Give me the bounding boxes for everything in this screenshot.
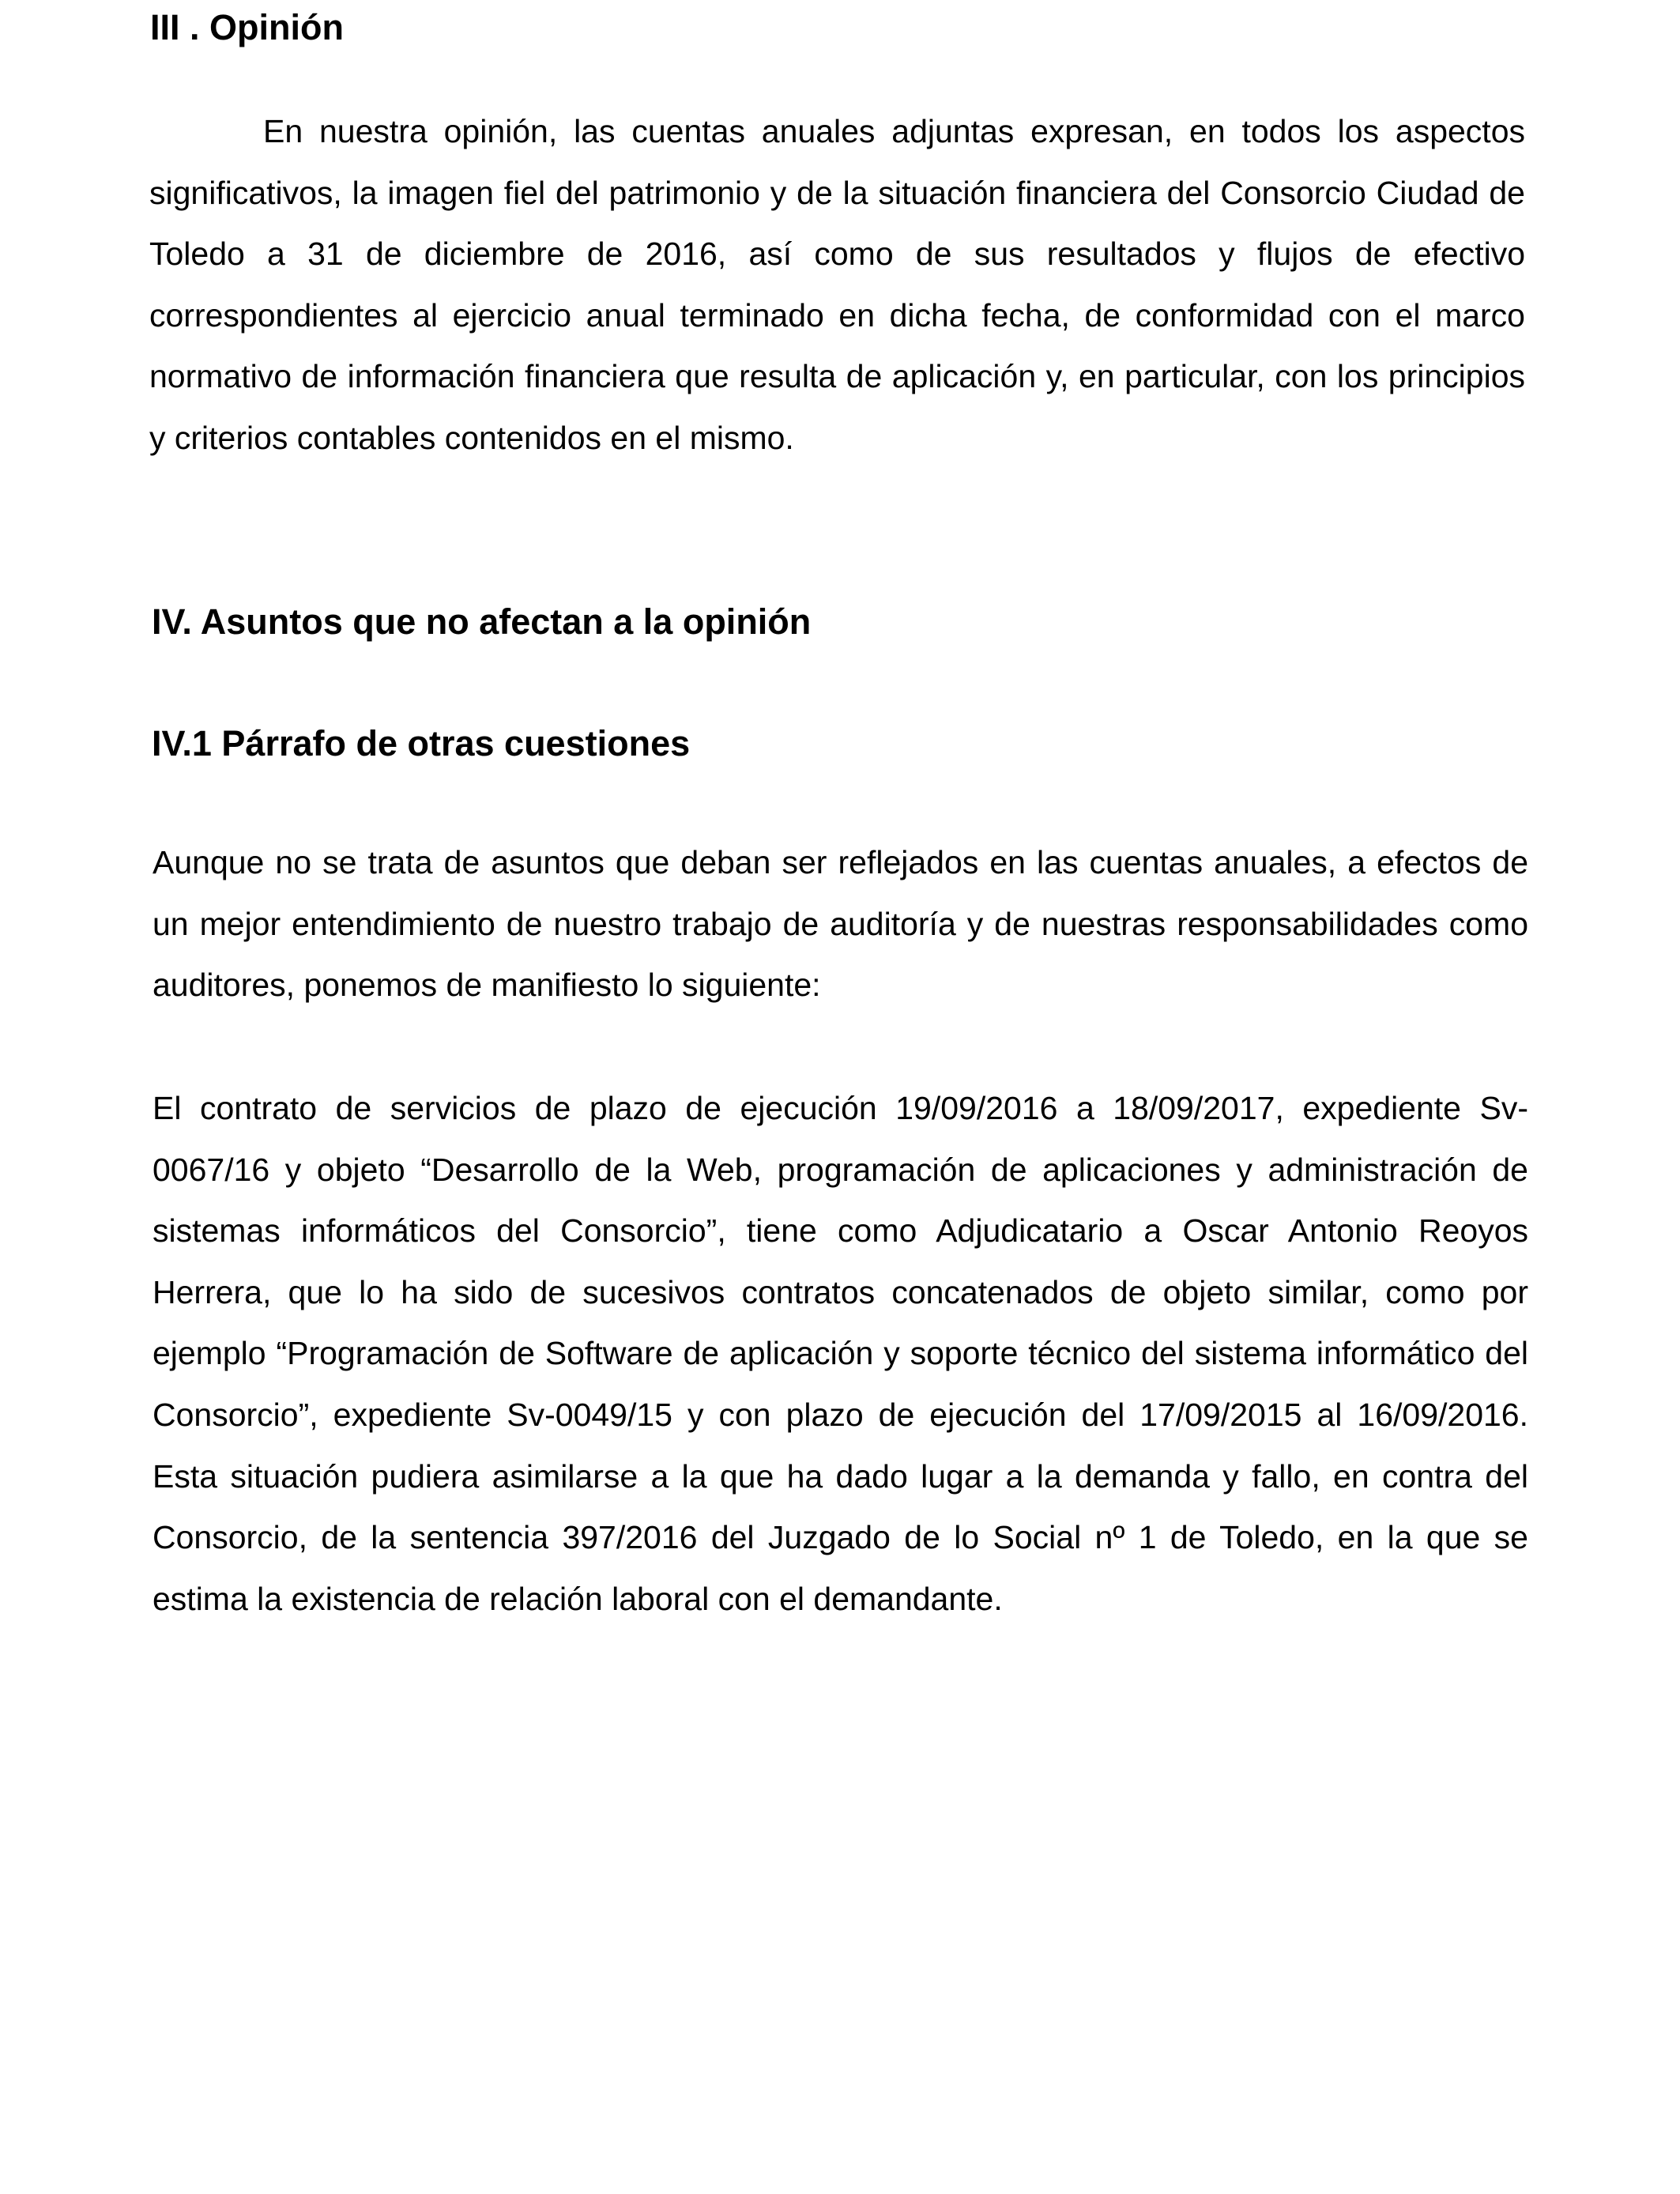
paragraph-contrato: El contrato de servicios de plazo de ejecución 19/09/2016 a 18/09/2017, expediente Sv-0067/16 y objeto “Desarrollo de la Web, programación de aplicaciones y administración de sistemas informáticos del Consorcio”, tiene como Adjudicatario a Oscar Antonio Reoyos Herrera, que lo ha sido de sucesivos contratos concatenados de objeto similar, como por ejemplo “Programación de Software de aplicación y soporte técnico del sistema informático del Consorcio”, expediente Sv-0049/15 y con plazo de ejecución del 17/09/2015 al 16/09/2016. Esta situación pudiera asimilarse a la que ha dado lugar a la demanda y fallo, en contra del Consorcio, de la sentencia 397/2016 del Juzgado de lo Social nº 1 de Toledo, en la que se estima la existencia de relación laboral con el demandante.	[153, 1090, 1528, 1617]
paragraph-opinion: En nuestra opinión, las cuentas anuales adjuntas expresan, en todos los aspectos significativos, la imagen fiel del patrimonio y de la situación financiera del Consorcio Ciudad de Toledo a 31 de diciembre de 2016, así como de sus resultados y flujos de efectivo correspondientes al ejercicio anual terminado en dicha fecha, de conformidad con el marco normativo de información financiera que resulta de aplicación y, en particular, con los principios y criterios contables contenidos en el mismo.	[149, 113, 1525, 456]
heading-asuntos: IV. Asuntos que no afectan a la opinión	[152, 601, 812, 642]
heading-otras-cuestiones: IV.1 Párrafo de otras cuestiones	[152, 723, 691, 763]
heading-opinion: III . Opinión	[150, 7, 344, 47]
paragraph-otras-cuestiones-intro: Aunque no se trata de asuntos que deban ser reflejados en las cuentas anuales, a efectos de un mejor entendimiento de nuestro trabajo de auditoría y de nuestras responsabilidades como auditores, ponemos de manifiesto lo siguiente:	[153, 844, 1528, 1004]
